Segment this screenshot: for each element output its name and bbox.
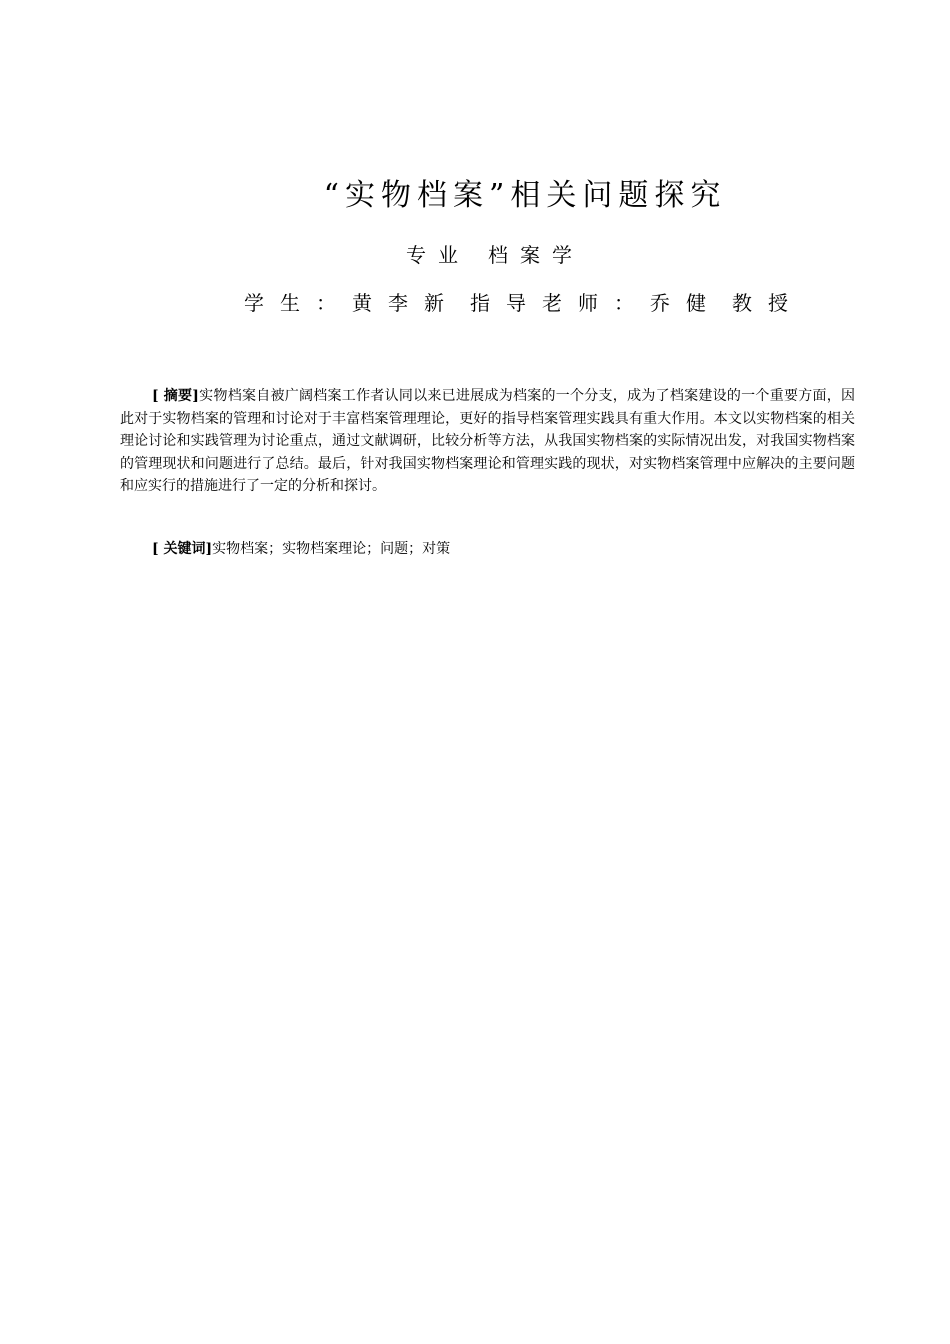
- abstract-label: [ 摘要]: [152, 388, 199, 404]
- author-line: [244, 287, 804, 316]
- paper-title: “实物档案”相关问题探究: [323, 178, 727, 213]
- student-label: 学生：: [244, 291, 352, 315]
- advisor-label: 指导老师：: [470, 291, 650, 315]
- advisor-name: 乔健: [650, 291, 722, 315]
- abstract-paragraph: [120, 385, 855, 498]
- major-line: [0, 239, 950, 268]
- keywords-text: 实物档案；实物档案理论；问题；对策: [212, 541, 451, 557]
- keywords-label: [ 关键词]: [152, 541, 213, 557]
- abstract-text: 实物档案自被广阔档案工作者认同以来已进展成为档案的一个分支，成为了档案建设的一个重要方面，因此对于实物档案的管理和讨论对于丰富档案管理理论，更好的指导档案管理实践具有重大作用。本文以实物档案的相关理论讨论和实践管理为讨论重点，通过文献调研，比较分析等方法，从我国实物档案的实际情况出发，对我国实物档案的管理现状和问题进行了总结。最后，针对我国实物档案理论和管理实践的现状，对实物档案管理中应解决的主要问题和应实行的措施进行了一定的分析和探讨。: [120, 388, 856, 494]
- major-value: 档案学: [488, 243, 584, 267]
- keywords-paragraph: [120, 538, 855, 561]
- student-name: 黄李新: [352, 291, 460, 315]
- major-label: 专业: [406, 243, 470, 267]
- advisor-title: 教授: [732, 291, 804, 315]
